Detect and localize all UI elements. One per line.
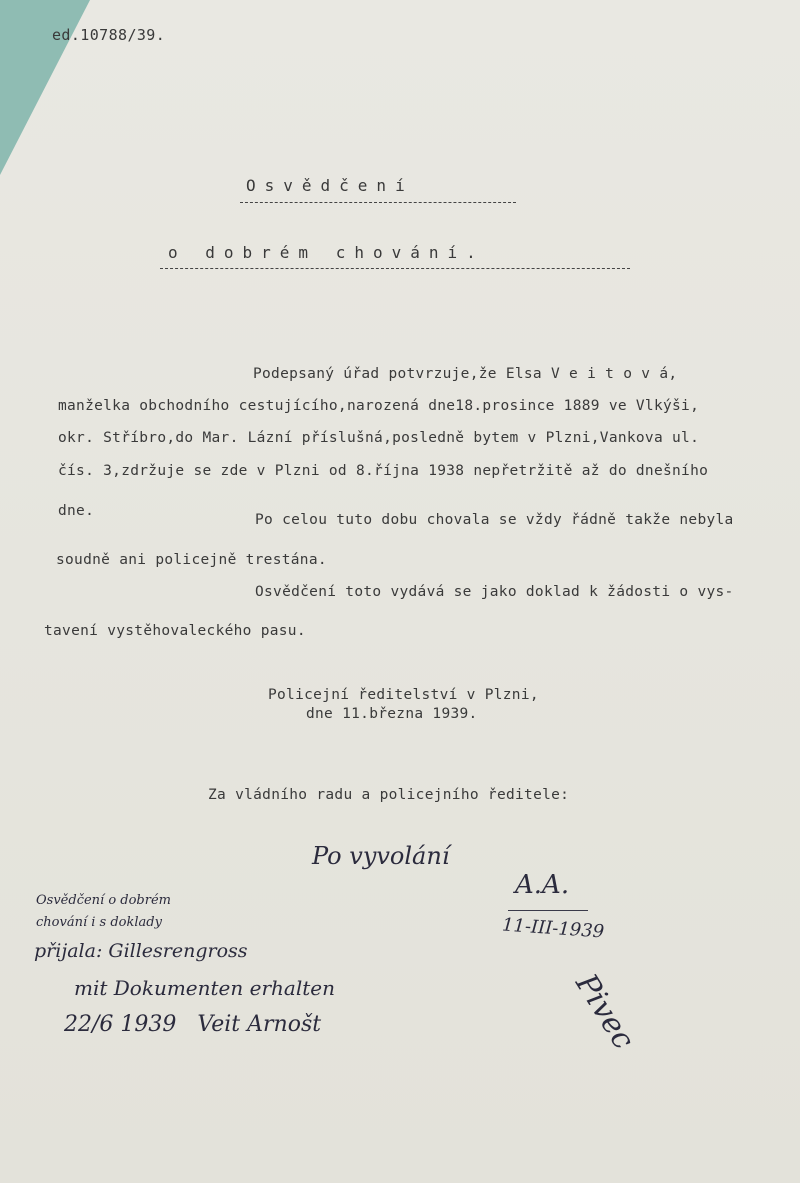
on-behalf-line: Za vládního radu a policejního ředitele: [208, 787, 570, 803]
handwritten-note-line: Osvědčení o dobrém [36, 893, 171, 908]
signature-date: 11-III-1939 [501, 914, 605, 943]
recalled-note: Po vyvolání [312, 842, 450, 870]
handwritten-note-line: přijala: Gillesrengross [34, 940, 248, 962]
reference-number: ed.10788/39. [52, 26, 166, 44]
initials: A.A. [515, 870, 570, 900]
body-line: Podepsaný úřad potvrzuje,že Elsa V e i t o v á, [253, 366, 678, 382]
initials-underline [508, 910, 588, 911]
body-line: dne. [58, 503, 95, 519]
body-line: okr. Stříbro,do Mar. Lázní příslušná,posledně bytem v Plzni,Vankova ul. [58, 430, 700, 446]
signature: Pivec [568, 968, 642, 1056]
document-title: Osvědčení [246, 176, 414, 195]
handwritten-note-line: mit Dokumenten erhalten [74, 976, 335, 1000]
body-line: soudně ani policejně trestána. [56, 552, 327, 568]
issuer-office: Policejní ředitelství v Plzni, [268, 687, 539, 703]
title-underline [240, 202, 516, 203]
handwritten-note-line: chování i s doklady [36, 915, 162, 930]
body-line: Po celou tuto dobu chovala se vždy řádně takže nebyla [255, 512, 734, 528]
subtitle-underline [160, 268, 630, 269]
document-subtitle: o dobrém chování. [168, 243, 485, 262]
body-line: tavení vystěhovaleckého pasu. [44, 623, 306, 639]
issue-date: dne 11.března 1939. [306, 706, 478, 722]
body-line: manželka obchodního cestujícího,narozená dne18.prosince 1889 ve Vlkýši, [58, 398, 700, 414]
body-line: čís. 3,zdržuje se zde v Plzni od 8.října 1938 nepřetržitě až do dnešního [58, 463, 709, 479]
handwritten-note-line: 22/6 1939 Veit Arnošt [64, 1012, 322, 1037]
body-line: Osvědčení toto vydává se jako doklad k žádosti o vys- [255, 584, 734, 600]
